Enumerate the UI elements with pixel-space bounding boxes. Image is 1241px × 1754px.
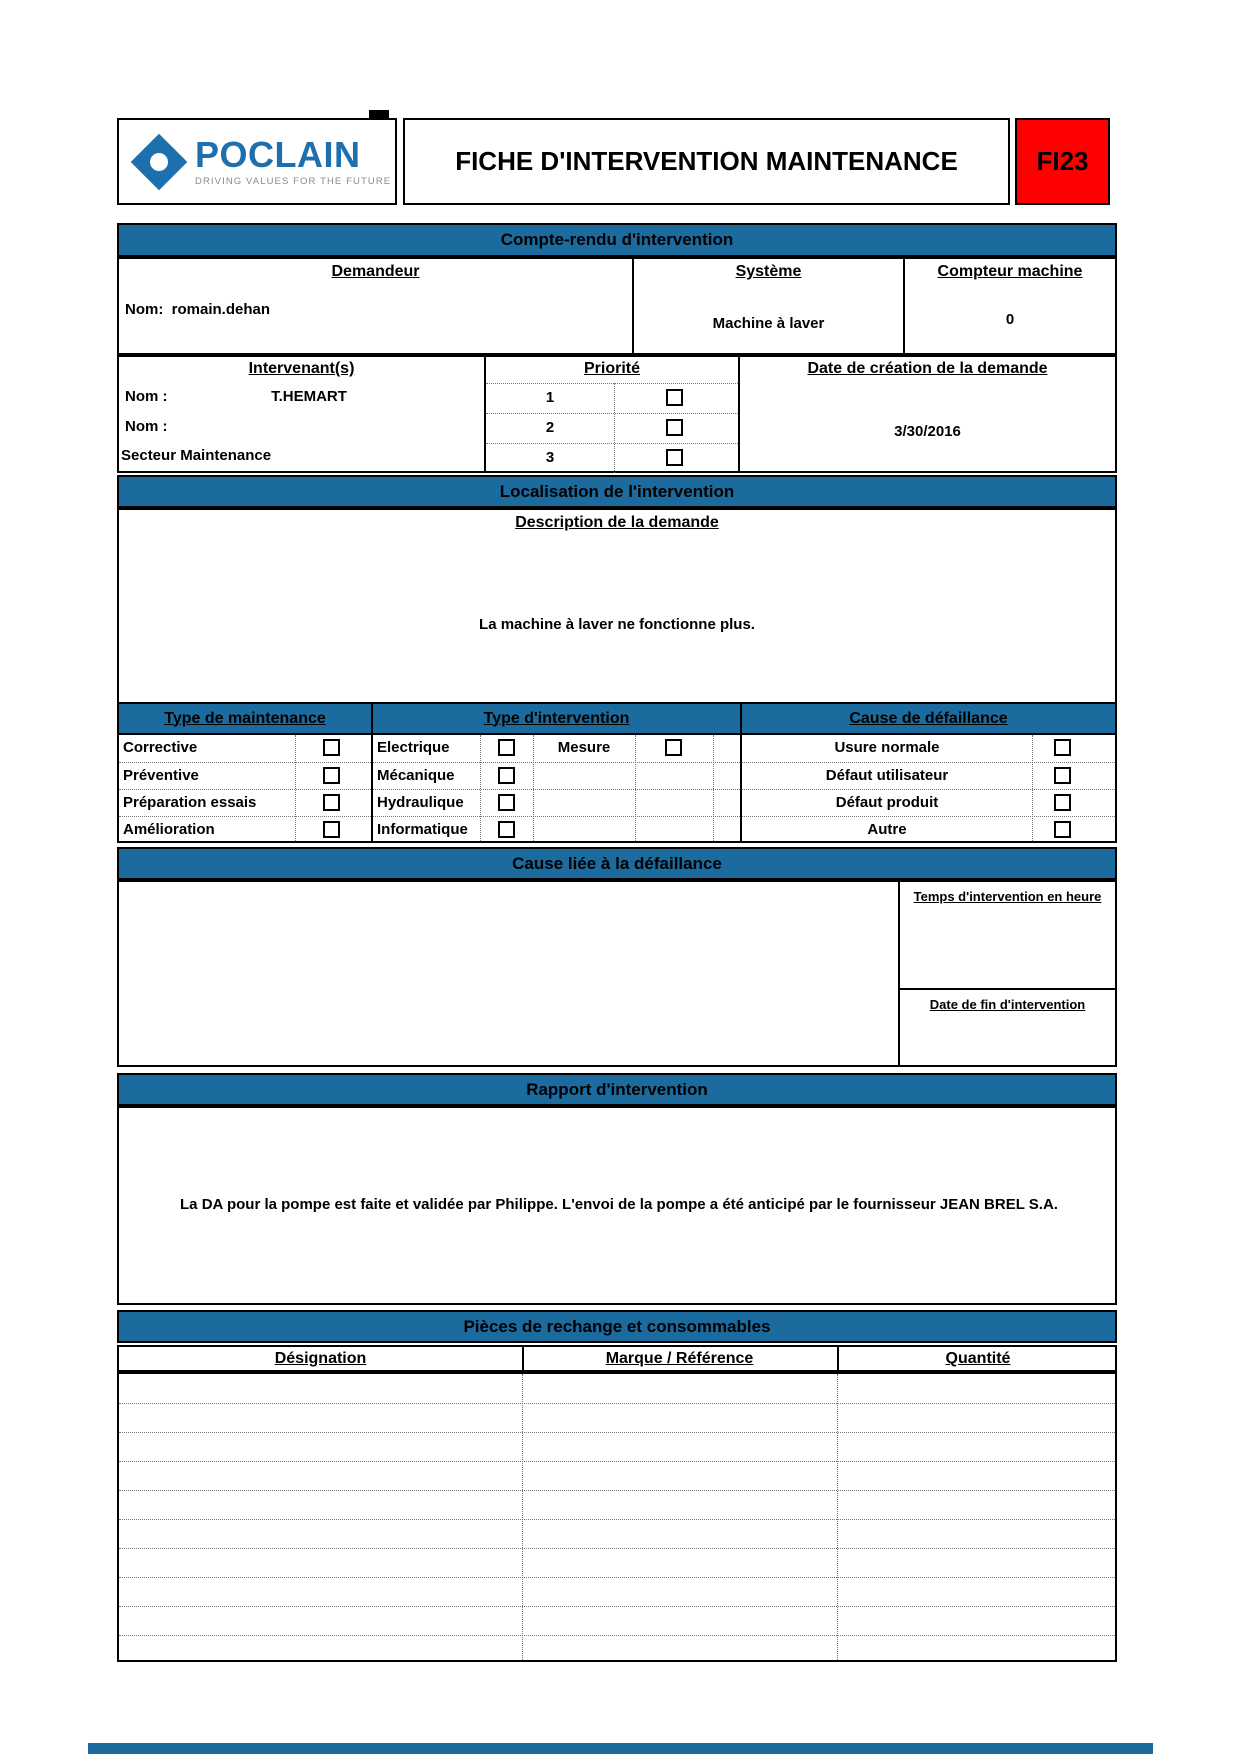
intervenants-cell (117, 355, 486, 473)
section-bar-pieces (117, 1310, 1117, 1343)
compteur-value[interactable]: 0 (1005, 311, 1015, 328)
mecanique-checkbox[interactable] (498, 767, 515, 784)
systeme-value[interactable]: Machine à laver (712, 315, 825, 332)
type-intervention-grid (371, 733, 742, 843)
intervention-item-label: Mécanique (377, 767, 455, 784)
date-creation-value[interactable]: 3/30/2016 (894, 423, 961, 440)
autre-checkbox[interactable] (1054, 821, 1071, 838)
cause-item-label: Défaut utilisateur (825, 767, 949, 784)
maintenance-form (117, 118, 1117, 1754)
intervention-item-label: Electrique (377, 739, 450, 756)
section-bar-rapport (117, 1073, 1117, 1106)
priority-level: 3 (545, 449, 555, 466)
compteur-header: Compteur machine (937, 263, 1083, 280)
cause-liee-input-box[interactable] (117, 880, 900, 1067)
title-box (403, 118, 1010, 205)
maintenance-item-label: Préparation essais (123, 794, 257, 811)
intervention-item-label: Hydraulique (377, 794, 464, 811)
amelioration-checkbox[interactable] (323, 821, 340, 838)
corner-tab-mark (369, 110, 389, 120)
priority-level: 2 (545, 419, 555, 436)
priority-level: 1 (545, 389, 555, 406)
date-fin-header: Date de fin d'intervention (929, 997, 1086, 1012)
pieces-table-row[interactable] (119, 1490, 1115, 1519)
cause-defaillance-header-bar (740, 702, 1117, 735)
section-bar-cause-liee (117, 847, 1117, 880)
corrective-checkbox[interactable] (323, 739, 340, 756)
intervenants-header: Intervenant(s) (248, 360, 355, 377)
logo-box (117, 118, 397, 205)
informatique-checkbox[interactable] (498, 821, 515, 838)
intervenant-row-value[interactable]: T.HEMART (271, 388, 347, 405)
preparation-essais-checkbox[interactable] (323, 794, 340, 811)
pieces-col-quantite: Quantité (945, 1350, 1011, 1367)
demandeur-header: Demandeur (331, 263, 420, 280)
intervenant-row-label: Secteur Maintenance (121, 447, 272, 464)
defaut-utilisateur-checkbox[interactable] (1054, 767, 1071, 784)
pieces-table-header-row (117, 1345, 1117, 1372)
temps-intervention-header: Temps d'intervention en heure (913, 889, 1102, 904)
intervenant-row-label: Nom : (125, 418, 168, 435)
section-bar-cause-liee-label: Cause liée à la défaillance (512, 853, 722, 873)
priority-1-checkbox[interactable] (666, 389, 683, 406)
usure-normale-checkbox[interactable] (1054, 739, 1071, 756)
section-bar-rapport-label: Rapport d'intervention (526, 1079, 708, 1099)
maintenance-item-label: Préventive (123, 767, 199, 784)
date-creation-cell (738, 355, 1117, 473)
priorite-header: Priorité (583, 360, 640, 377)
type-intervention-header-bar (371, 702, 742, 735)
section-bar-compte-rendu (117, 223, 1117, 257)
type-maintenance-grid (117, 733, 373, 843)
pieces-table-body (117, 1372, 1117, 1662)
poclain-diamond-icon (131, 133, 188, 190)
cause-item-label: Autre (867, 821, 907, 838)
rapport-box[interactable] (117, 1106, 1117, 1305)
type-maintenance-header: Type de maintenance (164, 709, 326, 727)
cause-defaillance-grid (740, 733, 1117, 843)
pieces-table-row[interactable] (119, 1548, 1115, 1577)
brand-name: POCLAIN (195, 133, 361, 175)
pieces-table-row[interactable] (119, 1432, 1115, 1461)
pieces-col-marque: Marque / Référence (605, 1350, 754, 1367)
demandeur-nom-value: romain.dehan (171, 301, 271, 318)
mesure-checkbox[interactable] (665, 739, 682, 756)
page-bottom-strip (88, 1743, 1153, 1754)
demandeur-cell (117, 257, 634, 355)
priorite-divider (614, 383, 615, 473)
description-header: Description de la demande (515, 514, 719, 531)
temps-intervention-box[interactable] (898, 880, 1117, 990)
section-bar-localisation (117, 475, 1117, 508)
hydraulique-checkbox[interactable] (498, 794, 515, 811)
description-body: La machine à laver ne fonctionne plus. (479, 616, 755, 633)
priorite-cell (484, 355, 740, 473)
brand-tagline: DRIVING VALUES FOR THE FUTURE (195, 175, 392, 187)
pieces-table-row[interactable] (119, 1519, 1115, 1548)
compteur-cell (903, 257, 1117, 355)
maintenance-item-label: Corrective (123, 739, 198, 756)
section-bar-compte-rendu-label: Compte-rendu d'intervention (500, 230, 734, 249)
date-creation-header: Date de création de la demande (807, 360, 1048, 377)
type-maintenance-header-bar (117, 702, 373, 735)
section-bar-localisation-label: Localisation de l'intervention (499, 481, 735, 501)
intervention-item-label: Informatique (377, 821, 468, 838)
pieces-table-row[interactable] (119, 1577, 1115, 1606)
rapport-body: La DA pour la pompe est faite et validée par Philippe. L'envoi de la pompe a été anticipé par le fournisseur JEAN BREL S.A. (180, 1196, 1058, 1213)
demandeur-nom-label: Nom: (125, 301, 164, 318)
pieces-table-row[interactable] (119, 1635, 1115, 1664)
date-fin-box[interactable] (898, 988, 1117, 1067)
electrique-checkbox[interactable] (498, 739, 515, 756)
type-intervention-header: Type d'intervention (483, 709, 630, 727)
priority-2-checkbox[interactable] (666, 419, 683, 436)
section-bar-pieces-label: Pièces de rechange et consommables (463, 1316, 771, 1336)
pieces-col-designation: Désignation (274, 1350, 367, 1367)
doc-code: FI23 (1036, 146, 1089, 176)
pieces-table-row[interactable] (119, 1374, 1115, 1403)
cause-item-label: Défaut produit (835, 794, 939, 811)
maintenance-item-label: Amélioration (123, 821, 215, 838)
demandeur-nom-row[interactable] (125, 301, 270, 318)
mesure-label: Mesure (557, 739, 611, 756)
pieces-table-row[interactable] (119, 1461, 1115, 1490)
cause-item-label: Usure normale (834, 739, 940, 756)
priority-3-checkbox[interactable] (666, 449, 683, 466)
preventive-checkbox[interactable] (323, 767, 340, 784)
pieces-table-row[interactable] (119, 1606, 1115, 1635)
pieces-table-row[interactable] (119, 1403, 1115, 1432)
cause-defaillance-header: Cause de défaillance (849, 709, 1008, 727)
defaut-produit-checkbox[interactable] (1054, 794, 1071, 811)
intervenant-row-label: Nom : (125, 388, 168, 405)
doc-code-box (1015, 118, 1110, 205)
form-title: FICHE D'INTERVENTION MAINTENANCE (455, 146, 958, 176)
systeme-cell (632, 257, 905, 355)
systeme-header: Système (735, 263, 802, 280)
